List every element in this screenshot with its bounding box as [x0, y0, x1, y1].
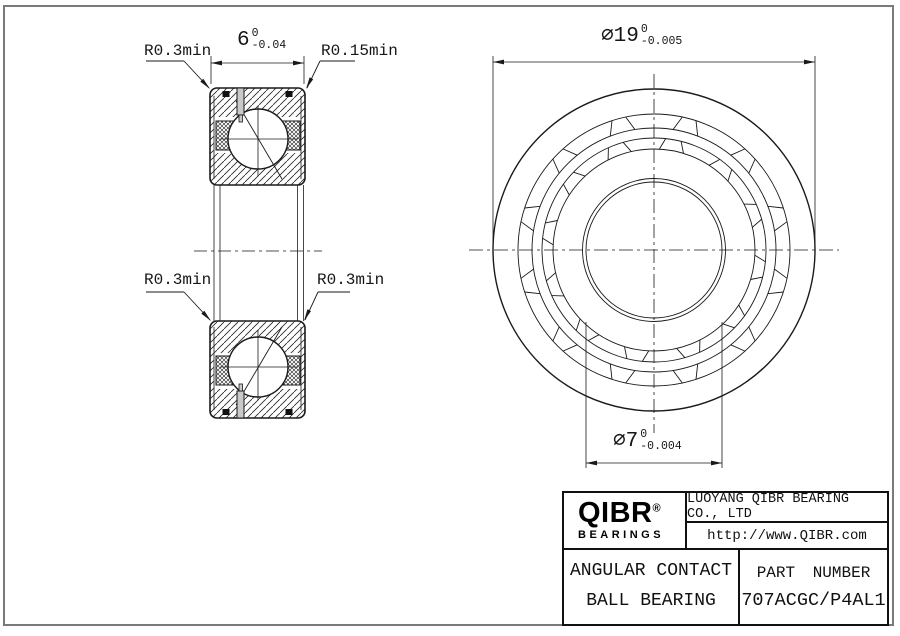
od-symbol: ∅ [601, 25, 614, 48]
registered-mark: ® [652, 502, 662, 515]
bore-lines [214, 185, 304, 321]
company-website: http://www.QIBR.com [707, 527, 867, 544]
radius-label-top-left: R0.3min [144, 42, 212, 60]
title-block-top-row [564, 493, 887, 550]
cross-section-view [146, 56, 355, 418]
width-tol-upper: 0 [251, 27, 259, 40]
bore-value: 7 [625, 430, 639, 453]
radius-label-mid-left: R0.3min [144, 271, 212, 289]
bore-tol-upper: 0 [640, 428, 648, 441]
bearing-type-line1: ANGULAR CONTACT [569, 561, 733, 582]
section-top-half [210, 88, 305, 185]
bore-tol-lower: -0.004 [640, 440, 682, 454]
bore-dimension [613, 428, 682, 454]
part-number-label: PART NUMBER [756, 563, 871, 582]
company-name: LUOYANG QIBR BEARING CO., LTD [687, 493, 887, 523]
od-tol-upper: 0 [640, 23, 648, 36]
width-tol-lower: -0.04 [251, 39, 287, 53]
bearing-type-line2: BALL BEARING [586, 591, 716, 611]
bearing-type-cell [564, 550, 740, 624]
company-logo [564, 493, 687, 548]
od-tol-lower: -0.005 [640, 35, 683, 49]
width-dimension-lines [211, 56, 304, 84]
logo-wordmark: QIBR® [578, 497, 662, 530]
section-bottom-half [210, 321, 305, 418]
radius-label-top-right: R0.15min [321, 42, 398, 60]
title-block-bottom-row [564, 550, 887, 624]
od-value: 19 [613, 25, 639, 48]
logo-subtitle: BEARINGS [578, 528, 665, 541]
bore-symbol: ∅ [613, 430, 626, 453]
part-number-value: 707ACGC/P4AL1 [741, 589, 886, 611]
radius-label-mid-right: R0.3min [317, 271, 385, 289]
width-dimension [237, 27, 287, 53]
company-info [687, 493, 887, 548]
title-block [562, 491, 889, 626]
od-dimension [601, 23, 683, 49]
width-value: 6 [237, 29, 250, 52]
part-number-cell [740, 550, 887, 624]
front-view [469, 56, 839, 468]
